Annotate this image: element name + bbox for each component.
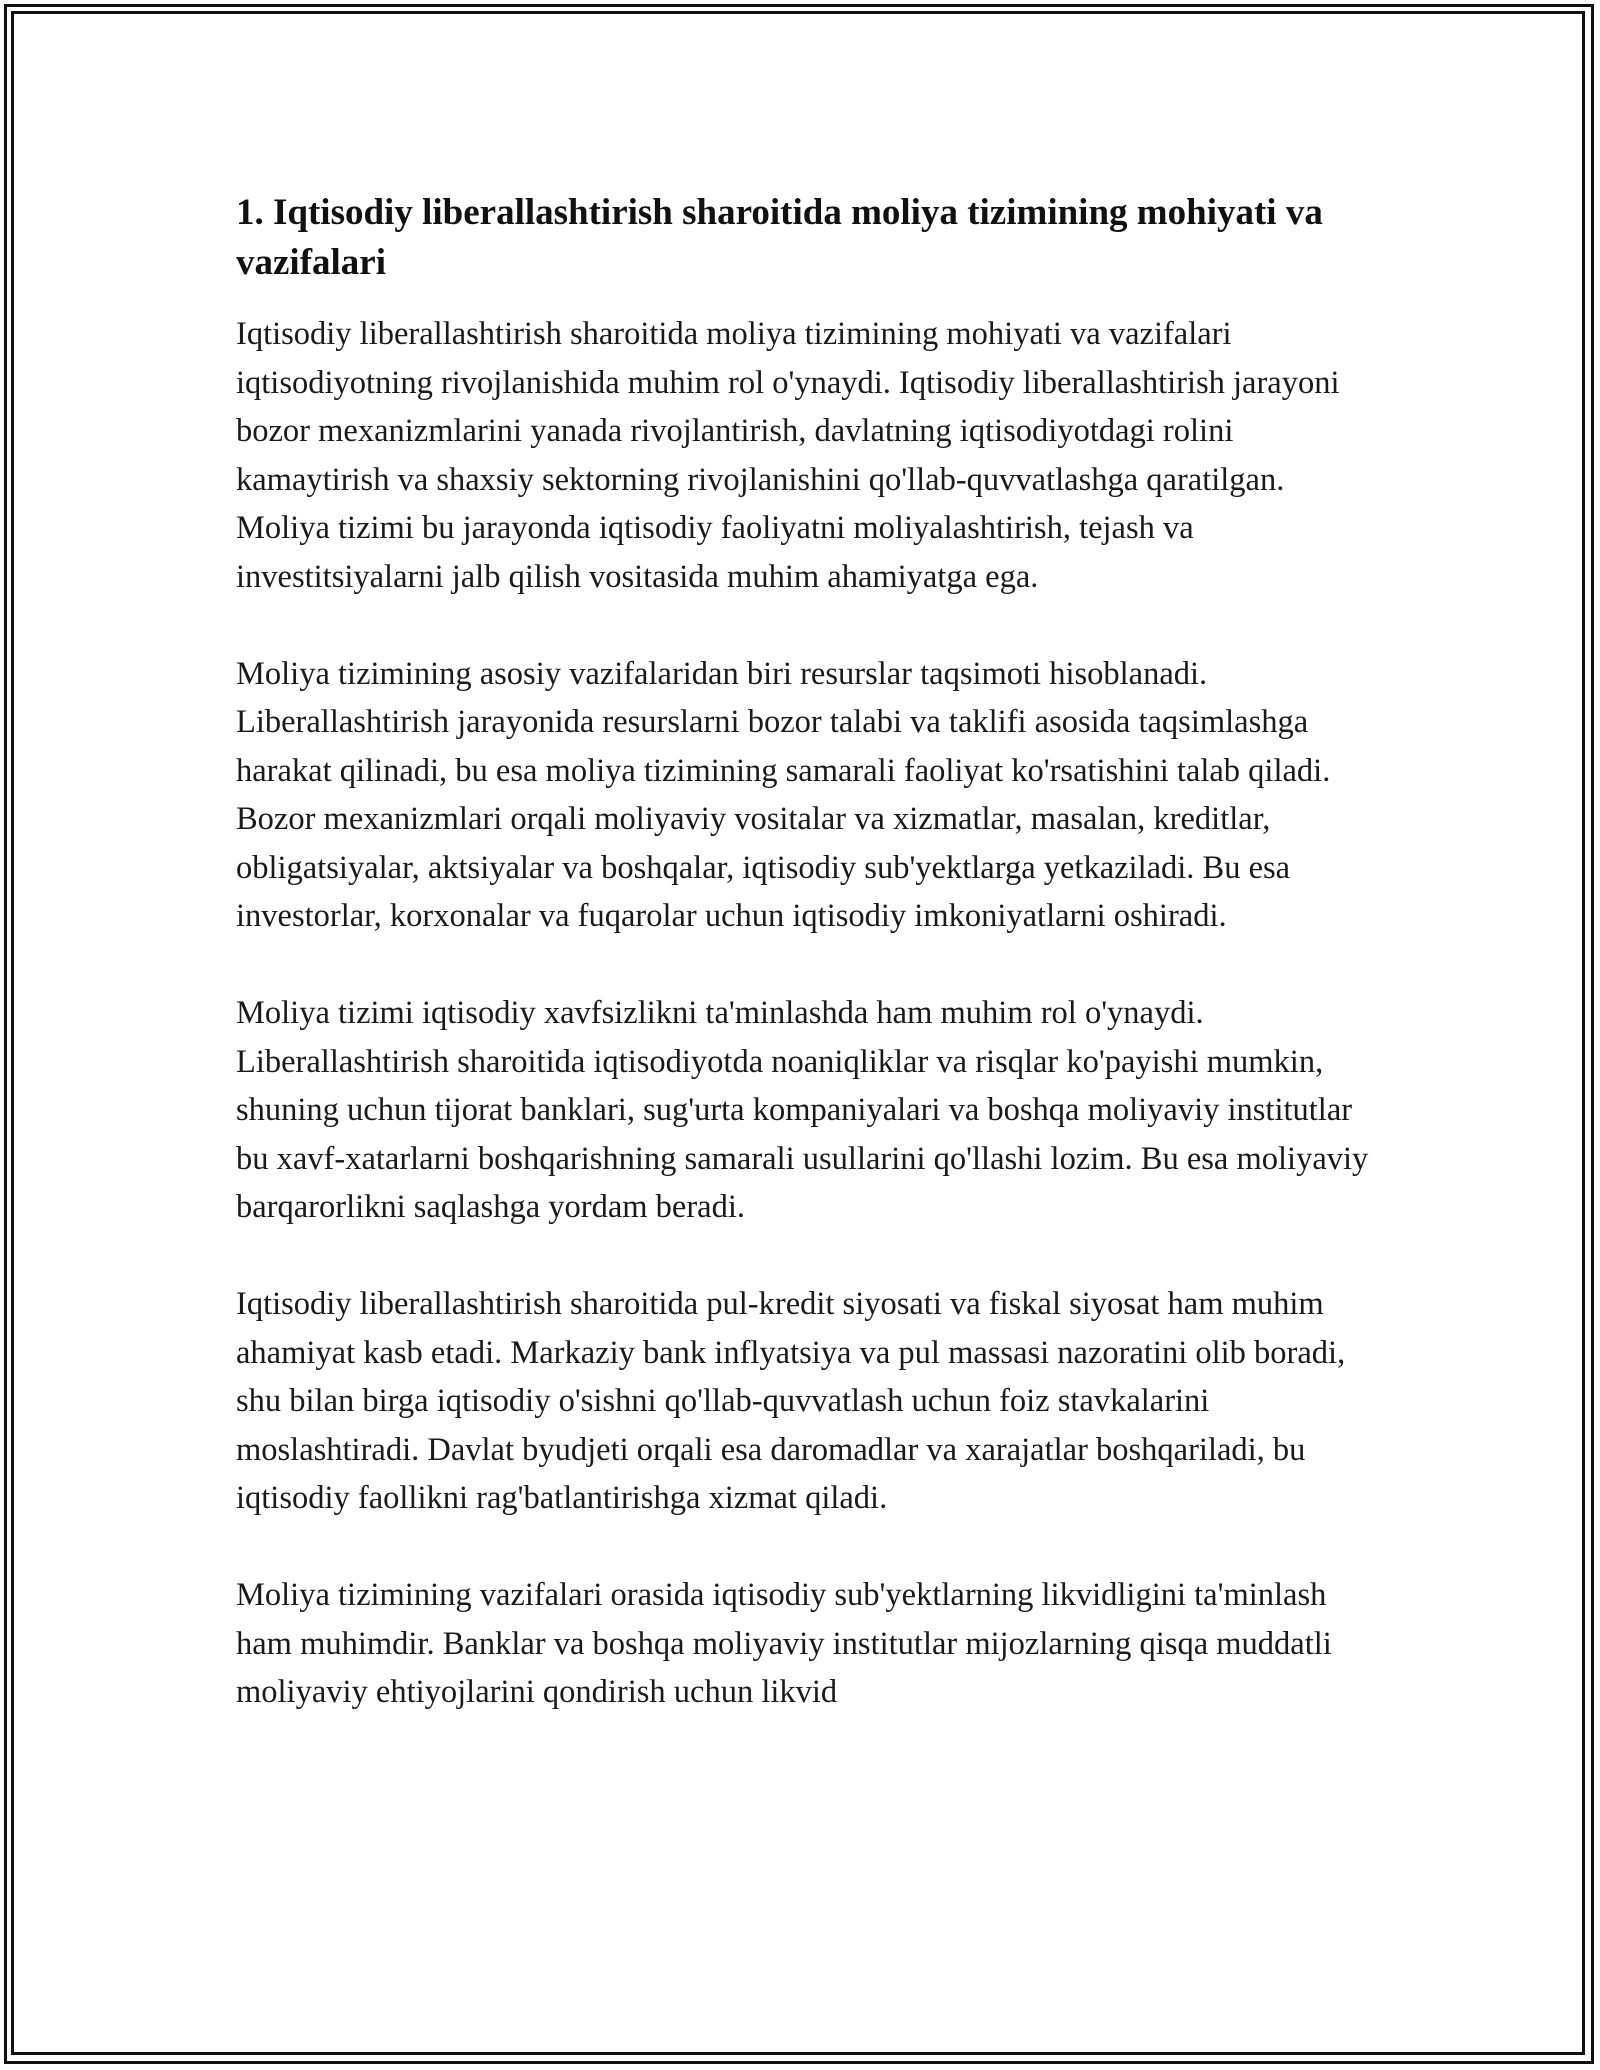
paragraph-3: Moliya tizimi iqtisodiy xavfsizlikni ta'minlashda ham muhim rol o'ynaydi. Liberallashtirish sharoitida iqtisodiyotda noaniqliklar va risqlar ko'payishi mumkin, shuning uchun tijorat banklari, sug'urta kompaniyalari va boshqa moliyaviy institutlar bu xavf-xatarlarni boshqarishning samarali usullarini qo'llashi lozim. Bu esa moliyaviy barqarorlikni saqlashga yordam beradi.: [236, 995, 1369, 1225]
paragraph-4: Iqtisodiy liberallashtirish sharoitida pul-kredit siyosati va fiskal siyosat ham muhim ahamiyat kasb etadi. Markaziy bank inflyatsiya va pul massasi nazoratini olib boradi, shu bilan birga iqtisodiy o'sishni qo'llab-quvvatlash uchun foiz stavkalarini moslashtiradi. Davlat byudjeti orqali esa daromadlar va xarajatlar boshqariladi, bu iqtisodiy faollikni rag'batlantirishga xizmat qiladi.: [236, 1286, 1346, 1516]
document-body: [236, 188, 1376, 1765]
paragraph-5: Moliya tizimining vazifalari orasida iqtisodiy sub'yektlarning likvidligini ta'minlash ham muhimdir. Banklar va boshqa moliyaviy institutlar mijozlarning qisqa muddatli moliyaviy ehtiyojlarini qondirish uchun likvid: [236, 1577, 1332, 1710]
paragraph-2: Moliya tizimining asosiy vazifalaridan biri resurslar taqsimoti hisoblanadi. Liberallashtirish jarayonida resurslarni bozor talabi va taklifi asosida taqsimlashga harakat qilinadi, bu esa moliya tizimining samarali faoliyat ko'rsatishini talab qiladi. Bozor mexanizmlari orqali moliyaviy vositalar va xizmatlar, masalan, kreditlar, obligatsiyalar, aktsiyalar va boshqalar, iqtisodiy sub'yektlarga yetkaziladi. Bu esa investorlar, korxonalar va fuqarolar uchun iqtisodiy imkoniyatlarni oshiradi.: [236, 655, 1331, 934]
section-heading: 1. Iqtisodiy liberallashtirish sharoitida moliya tizimining mohiyati va vazifalari: [236, 192, 1323, 283]
paragraph-1: Iqtisodiy liberallashtirish sharoitida moliya tizimining mohiyati va vazifalari iqtisodiyotning rivojlanishida muhim rol o'ynaydi. Iqtisodiy liberallashtirish jarayoni bozor mexanizmlarini yanada rivojlantirish, davlatning iqtisodiyotdagi rolini kamaytirish va shaxsiy sektorning rivojlanishini qo'llab-quvvatlashga qaratilgan. Moliya tizimi bu jarayonda iqtisodiy faoliyatni moliyalashtirish, tejash va investitsiyalarni jalb qilish vositasida muhim ahamiyatga ega.: [236, 316, 1340, 595]
